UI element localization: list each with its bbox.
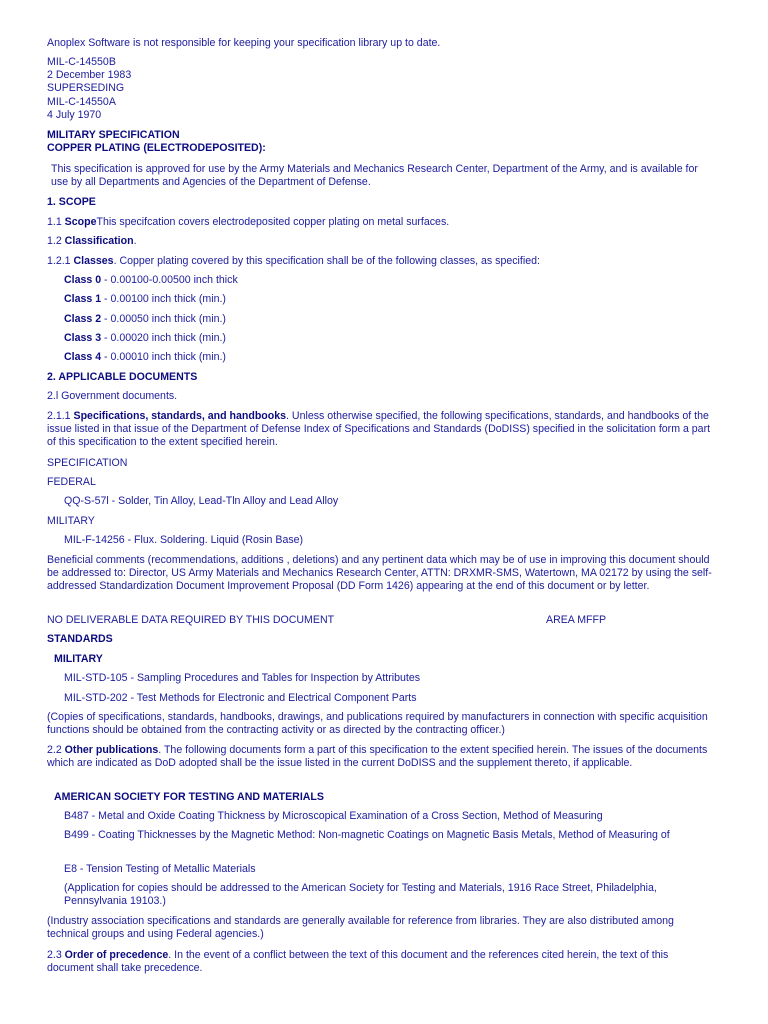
applicable-documents-heading: 2. APPLICABLE DOCUMENTS xyxy=(47,371,198,383)
standards-military-heading: MILITARY xyxy=(54,653,103,665)
no-deliverable-text: NO DELIVERABLE DATA REQUIRED BY THIS DOCUMENT xyxy=(47,614,335,626)
other-publications-paragraph: 2.2 Other publications. The following documents form a part of this specification to the extent specified herein. The issues of the documents which are indicated as DoD adopted shall be the issue listed in the current DoDISS and the supplement thereto, if applicable. xyxy=(47,744,708,770)
copies-note: (Copies of specifications, standards, handbooks, drawings, and publications required by manufacturers in connection with specific acquisition functions should be obtained from the contracting activity or as directed by the contracting officer.) xyxy=(47,711,708,737)
government-documents: 2.l Government documents. xyxy=(47,390,178,402)
doc-date: 2 December 1983 xyxy=(47,69,132,82)
astm-item: E8 - Tension Testing of Metallic Materials xyxy=(64,863,256,875)
classification-paragraph: 1.2 Classification. xyxy=(47,235,137,247)
superseded-number: MIL-C-14550A xyxy=(47,95,116,108)
spec-type: MILITARY SPECIFICATION xyxy=(47,129,180,141)
industry-note: (Industry association specifications and standards are generally available for reference from libraries. They are also distributed among technical groups and using Federal agencies.) xyxy=(47,915,674,941)
area-code: AREA MFFP xyxy=(546,614,607,626)
federal-label: FEDERAL xyxy=(47,476,96,488)
document-header xyxy=(47,56,717,122)
federal-item: QQ-S-57l - Solder, Tin Alloy, Lead-Tln Alloy and Lead Alloy xyxy=(64,495,339,507)
spec-title-block xyxy=(47,129,717,155)
scope-paragraph: 1.1 ScopeThis specifcation covers electrodeposited copper plating on metal surfaces. xyxy=(47,216,450,228)
superseding-label: SUPERSEDING xyxy=(47,82,125,95)
standard-item: MIL-STD-105 - Sampling Procedures and Tables for Inspection by Attributes xyxy=(64,672,421,684)
specification-label: SPECIFICATION xyxy=(47,457,128,469)
specifications-paragraph: 2.1.1 Specifications, standards, and handbooks. Unless otherwise specified, the following specifications, standards, and handbooks of the issue listed in that issue of the Department of Defense Index of Specifications and Standards (DoDISS) specified in the solicitation form a part of this specification to the extent specified herein. xyxy=(47,410,711,449)
standard-item: MIL-STD-202 - Test Methods for Electronic and Electrical Component Parts xyxy=(64,692,417,704)
superseded-date: 4 July 1970 xyxy=(47,108,102,121)
standards-heading: STANDARDS xyxy=(47,633,113,645)
data-requirement-line xyxy=(47,614,717,628)
astm-heading: AMERICAN SOCIETY FOR TESTING AND MATERIALS xyxy=(54,791,324,803)
military-item: MIL-F-14256 - Flux. Soldering. Liquid (Rosin Base) xyxy=(64,534,304,546)
approval-paragraph: This specification is approved for use by the Army Materials and Mechanics Research Center, Department of the Army, and is available for use by all Departments and Agencies of the Department of Defense. xyxy=(51,163,698,189)
scope-heading: 1. SCOPE xyxy=(47,196,96,208)
class-item: Class 2 - 0.00050 inch thick (min.) xyxy=(64,313,226,325)
disclaimer: Anoplex Software is not responsible for keeping your specification library up to date. xyxy=(47,37,441,49)
astm-item: B499 - Coating Thicknesses by the Magnetic Method: Non-magnetic Coatings on Magnetic Basis Metals, Method of Measuring of xyxy=(64,829,670,841)
military-label: MILITARY xyxy=(47,515,95,527)
astm-application-note: (Application for copies should be addressed to the American Society for Testing and Materials, 1916 Race Street, Philadelphia, Pennsylvania 19103.) xyxy=(64,882,657,908)
class-item: Class 1 - 0.00100 inch thick (min.) xyxy=(64,293,226,305)
astm-item: B487 - Metal and Oxide Coating Thickness by Microscopical Examination of a Cross Section, Method of Measuring xyxy=(64,810,603,822)
class-item: Class 0 - 0.00100-0.00500 inch thick xyxy=(64,274,238,286)
classes-paragraph: 1.2.1 Classes. Copper plating covered by this specification shall be of the following classes, as specified: xyxy=(47,255,540,267)
spec-title: COPPER PLATING (ELECTRODEPOSITED): xyxy=(47,142,266,155)
doc-number: MIL-C-14550B xyxy=(47,56,116,68)
beneficial-comments: Beneficial comments (recommendations, additions , deletions) and any pertinent data which may be of use in improving this document should be addressed to: Director, US Army Materials and Mechanics Research Center, ATTN: DRXMR-SMS, Watertown, MA 02172 by using the self-addressed Standardization Document Improvement Proposal (DD Form 1426) appearing at the end of this document or by letter. xyxy=(47,554,712,593)
class-item: Class 4 - 0.00010 inch thick (min.) xyxy=(64,351,226,363)
precedence-paragraph: 2.3 Order of precedence. In the event of a conflict between the text of this document and the references cited herein, the text of this document shall take precedence. xyxy=(47,949,669,975)
class-item: Class 3 - 0.00020 inch thick (min.) xyxy=(64,332,226,344)
